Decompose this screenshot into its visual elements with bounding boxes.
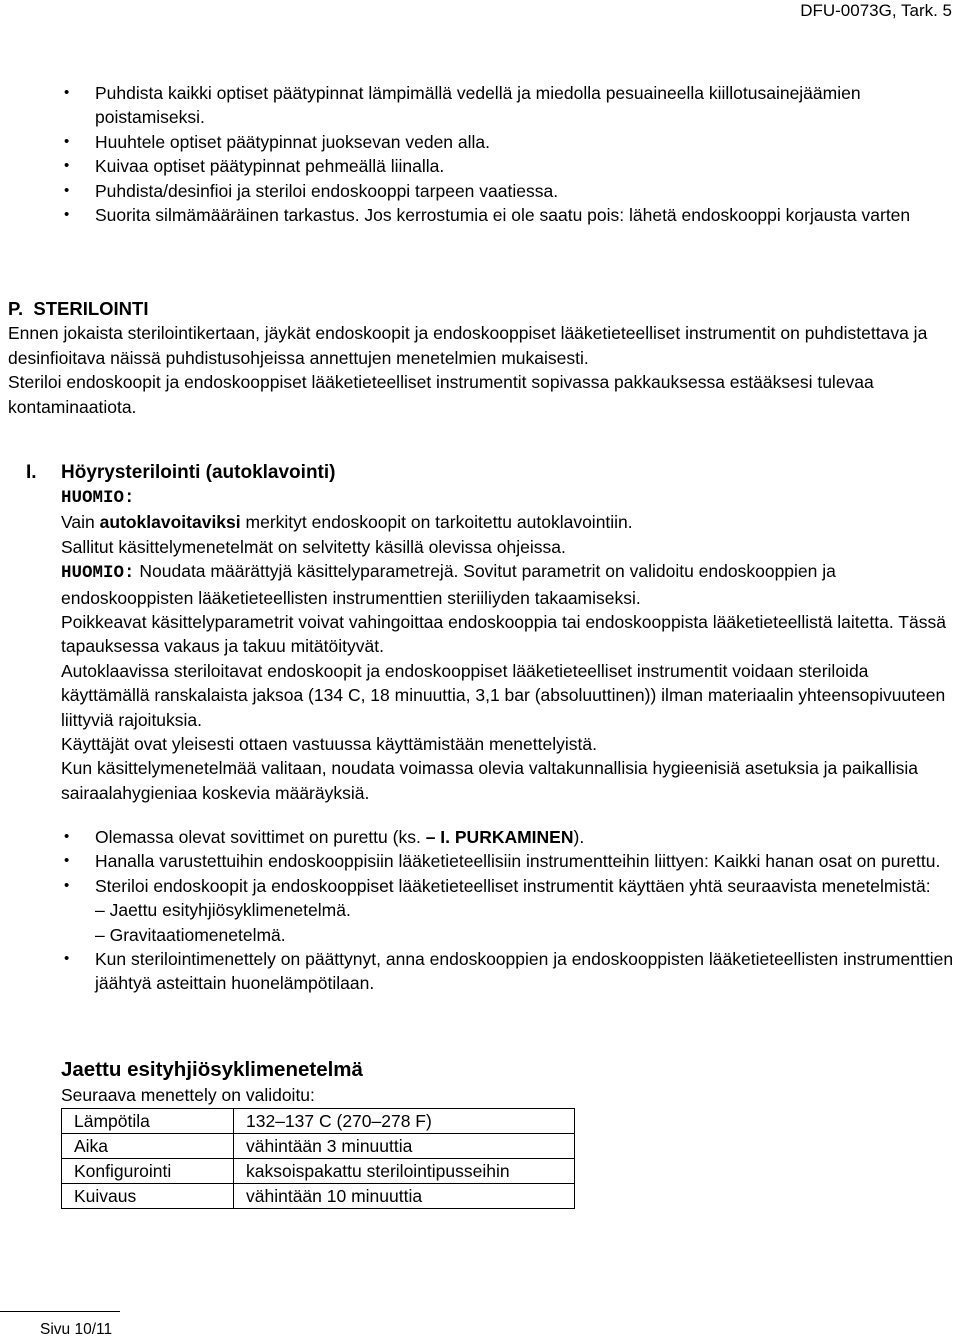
bullet-icon: •: [64, 950, 70, 968]
document-id: DFU-0073G, Tark. 5: [800, 1, 952, 20]
paragraph: Sallitut käsittelymenetelmät on selvitetty käsillä olevissa ohjeissa.: [61, 536, 566, 557]
bullet-icon: •: [64, 852, 70, 870]
paragraph: HUOMIO: Noudata määrättyjä käsittelyparametrejä. Sovitut parametrit on validoitu endoskooppien ja endoskooppisten lääketieteellisten instrumenttien steriiliyden takaamiseksi.: [61, 561, 836, 608]
parameters-table: [61, 1108, 575, 1209]
bullet-icon: •: [64, 132, 70, 150]
paragraph: Ennen jokaista sterilointikertaan, jäykät endoskoopit ja endoskooppiset lääketieteelliset instrumentit on puhdistettava ja desinfioitava näissä puhdistusohjeissa annettujen menetelmien mukaisesti.: [8, 323, 928, 368]
paragraph: Käyttäjät ovat yleisesti ottaen vastuussa käyttämistään menettelyistä.: [61, 734, 597, 755]
page-number: Sivu 10/11: [40, 1321, 113, 1338]
list-item: • Kuivaa optiset päätypinnat pehmeällä liinalla.: [64, 154, 944, 178]
list-item: • Puhdista/desinfioi ja steriloi endoskooppi tarpeen vaatiessa.: [64, 179, 944, 203]
bullet-icon: •: [64, 828, 70, 845]
param-label: Aika: [62, 1134, 234, 1159]
table-row: [62, 1159, 575, 1184]
list-item: • Olemassa olevat sovittimet on purettu (ks. – I. PURKAMINEN).: [64, 825, 954, 849]
param-label: Lämpötila: [62, 1109, 234, 1134]
paragraph: Vain autoklavoitaviksi merkityt endoskoopit on tarkoitettu autoklavointiin.: [61, 512, 633, 533]
param-value: vähintään 10 minuuttia: [234, 1184, 575, 1209]
note-label: HUOMIO:: [61, 488, 135, 508]
param-value: 132–137 C (270–278 F): [234, 1109, 575, 1134]
param-value: vähintään 3 minuuttia: [234, 1134, 575, 1159]
bullet-icon: •: [64, 206, 70, 224]
bullet-icon: •: [64, 84, 70, 101]
paragraph: Steriloi endoskoopit ja endoskooppiset lääketieteelliset instrumentit sopivassa pakkauksessa estääksesi tulevaa kontaminaatiota.: [8, 372, 874, 417]
section-title: P. STERILOINTI: [8, 298, 149, 319]
list-item: • Suorita silmämääräinen tarkastus. Jos kerrostumia ei ole saatu pois: lähetä endoskooppi korjausta varten: [64, 203, 944, 227]
bullet-icon: •: [64, 876, 70, 894]
sub-list-item: – Jaettu esityhjiösyklimenetelmä.: [95, 900, 351, 921]
sterilization-steps-list: [64, 825, 954, 996]
param-label: Konfigurointi: [62, 1159, 234, 1184]
list-item: • Steriloi endoskoopit ja endoskooppiset lääketieteelliset instrumentit käyttäen yhtä seuraavista menetelmistä:: [64, 874, 954, 898]
subsection-title: Jaettu esityhjiösyklimenetelmä: [61, 1058, 363, 1081]
section-sterilization: [8, 297, 952, 419]
list-item: • Huuhtele optiset päätypinnat juoksevan veden alla.: [64, 130, 944, 154]
heading-text: Höyrysterilointi (autoklavointi): [61, 462, 336, 483]
paragraph: Autoklaavissa steriloitavat endoskoopit ja endoskooppiset lääketieteelliset instrumentit voidaan steriloida käyttämällä ranskalaista jaksoa (134 C, 18 minuuttia, 3,1 bar (absoluuttinen)) ilman materiaalin yhteensopivuuteen liittyviä rajoituksia.: [61, 660, 946, 730]
bullet-icon: •: [64, 157, 70, 175]
cleaning-steps-list: [64, 81, 944, 227]
paragraph: Poikkeavat käsittelyparametrit voivat vahingoittaa endoskooppia tai endoskooppista lääketieteellistä laitetta. Tässä tapauksessa vakaus ja takuu mitätöityvät.: [61, 612, 946, 657]
section-body: [26, 486, 946, 805]
table-row: [62, 1109, 575, 1134]
table-row: [62, 1184, 575, 1209]
param-label: Kuivaus: [62, 1184, 234, 1209]
table-row: [62, 1134, 575, 1159]
subsection-heading: [26, 460, 946, 486]
param-value: kaksoispakattu sterilointipusseihin: [234, 1159, 575, 1184]
heading-number: I.: [26, 462, 37, 483]
list-item: • Kun sterilointimenettely on päättynyt, anna endoskooppien ja endoskooppisten lääketieteellisten instrumenttien jäähtyä asteittain huonelämpötilaan.: [64, 947, 954, 996]
list-item: • Puhdista kaikki optiset päätypinnat lämpimällä vedellä ja miedolla pesuaineella kiillotusainejäämien poistamiseksi.: [64, 81, 944, 130]
table-intro: Seuraava menettely on validoitu:: [61, 1085, 315, 1105]
section-steam-sterilization: [26, 460, 946, 805]
list-item: • Hanalla varustettuihin endoskooppisiin lääketieteellisiin instrumentteihin liittyen: Kaikki hanan osat on purettu.: [64, 849, 954, 873]
bullet-icon: •: [64, 181, 70, 199]
sub-list-item: – Gravitaatiomenetelmä.: [95, 924, 286, 945]
note-label: HUOMIO:: [61, 563, 135, 584]
footer-divider: [0, 1311, 120, 1312]
paragraph: Kun käsittelymenetelmää valitaan, noudata voimassa olevia valtakunnallisia hygieenisiä asetuksia ja paikallisia sairaalahygieniaa koskevia määräyksiä.: [61, 758, 919, 803]
